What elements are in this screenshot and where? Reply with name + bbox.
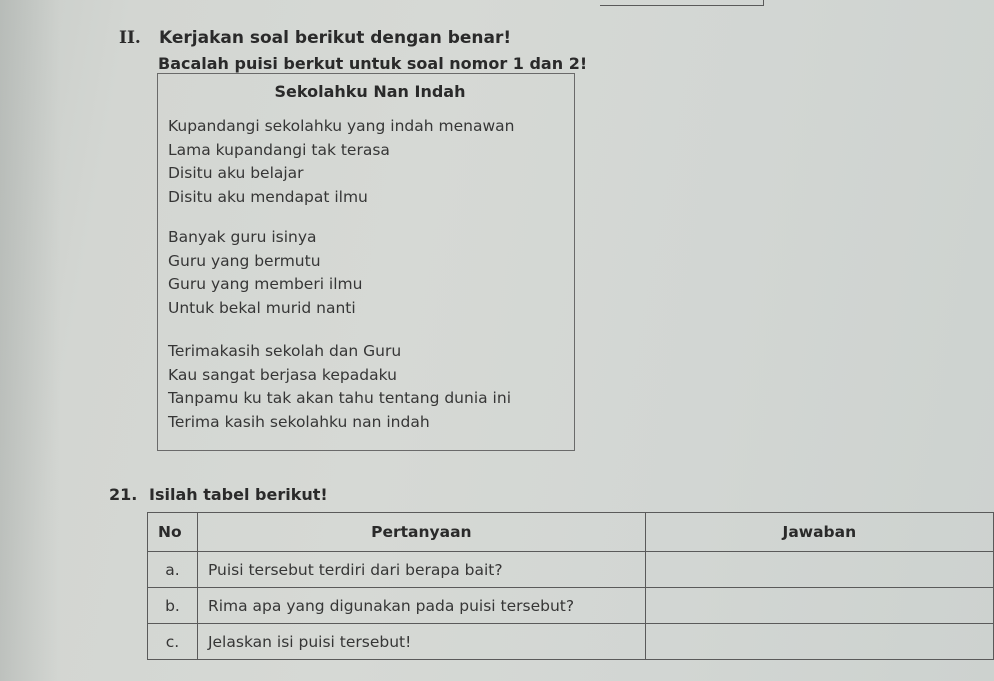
poem-line: Guru yang bermutu xyxy=(168,251,321,270)
poem-stanza-1 xyxy=(168,115,514,209)
row-question: Rima apa yang digunakan pada puisi tersebut? xyxy=(197,588,645,624)
poem-line: Disitu aku belajar xyxy=(168,164,304,182)
poem-line: Terima kasih sekolahku nan indah xyxy=(168,412,430,431)
answer-table xyxy=(147,512,994,660)
section-number: II. xyxy=(119,28,141,48)
question-number: 21. xyxy=(109,485,138,504)
poem-stanza-3 xyxy=(168,340,511,434)
answer-cell[interactable] xyxy=(645,552,993,588)
poem-line: Kupandangi sekolahku yang indah menawan xyxy=(168,117,515,135)
row-question: Puisi tersebut terdiri dari berapa bait? xyxy=(197,552,645,588)
poem-line: Banyak guru isinya xyxy=(168,228,317,246)
section-title: Kerjakan soal berikut dengan benar! xyxy=(159,28,512,48)
page-edge-shadow xyxy=(0,0,60,681)
row-no: a. xyxy=(148,552,198,588)
answer-cell[interactable] xyxy=(645,588,993,624)
question-prompt: Isilah tabel berikut! xyxy=(149,485,328,504)
table-row xyxy=(148,588,994,624)
previous-section-box-edge xyxy=(600,0,764,6)
poem-box xyxy=(157,73,575,451)
poem-line: Kau sangat berjasa kepadaku xyxy=(168,365,397,384)
answer-cell[interactable] xyxy=(645,624,993,660)
poem-line: Guru yang memberi ilmu xyxy=(168,275,363,293)
poem-line: Disitu aku mendapat ilmu xyxy=(168,187,368,206)
row-no: c. xyxy=(148,624,198,660)
poem-title: Sekolahku Nan Indah xyxy=(274,82,466,101)
poem-line: Terimakasih sekolah dan Guru xyxy=(168,342,402,360)
section-heading xyxy=(119,28,511,48)
question-heading xyxy=(109,485,328,504)
poem-line: Tanpamu ku tak akan tahu tentang dunia ini xyxy=(168,389,511,407)
table-row xyxy=(148,552,994,588)
poem-line: Untuk bekal murid nanti xyxy=(168,298,356,317)
row-no: b. xyxy=(148,588,198,624)
poem-line: Lama kupandangi tak terasa xyxy=(168,140,390,159)
header-no: No xyxy=(148,513,198,552)
poem-instruction: Bacalah puisi berkut untuk soal nomor 1 dan 2! xyxy=(158,54,588,73)
table-row xyxy=(148,624,994,660)
table-header-row xyxy=(148,513,994,552)
header-question: Pertanyaan xyxy=(197,513,645,552)
poem-stanza-2 xyxy=(168,226,362,320)
row-question: Jelaskan isi puisi tersebut! xyxy=(197,624,645,660)
header-answer: Jawaban xyxy=(645,513,993,552)
